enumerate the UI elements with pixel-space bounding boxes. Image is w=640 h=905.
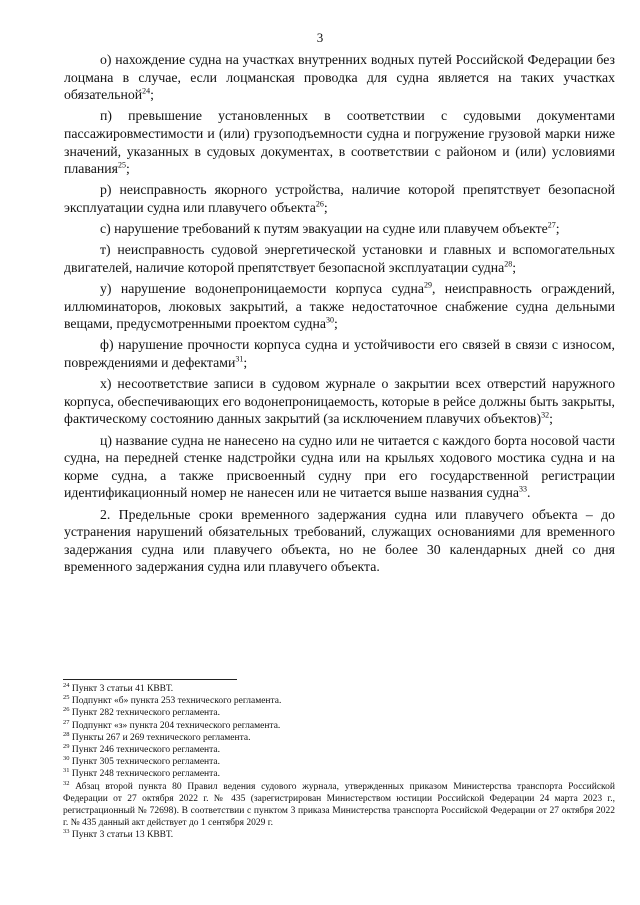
paragraph-r <box>64 181 615 216</box>
footnote-ref[interactable]: 30 <box>326 315 335 325</box>
footnote-33 <box>63 829 615 841</box>
paragraph-text: ф) нарушение прочности корпуса судна и устойчивости его связей в связи с износом, повреждениями и дефектами <box>64 337 615 371</box>
footnote-text: Пункт 246 технического регламента. <box>71 745 220 756</box>
paragraph-tail: ; <box>150 87 154 103</box>
paragraph-s <box>64 220 615 238</box>
paragraph-text: т) неисправность судовой энергетической установки и главных и вспомогательных двигателей, наличие которой препятствует безопасной эксплуатации судна <box>64 242 615 275</box>
footnote-number: 28 <box>63 730 70 738</box>
paragraph-text: с) нарушение требований к путям эвакуации на судне или плавучем объекте <box>100 221 548 237</box>
paragraph-text: ц) название судна не нанесено на судно или не читается с каждого борта носовой части судна, на передней стенке надстройки судна или на крыльях ходового мостика судна и на корме судна, а также присвоенный судну при его государственной регистрации идентификационный номер не нанесен или не читается выше названия судна <box>64 432 615 501</box>
body-text <box>64 51 615 580</box>
paragraph-kh <box>64 375 615 428</box>
paragraph-text: о) нахождение судна на участках внутренних водных путей Российской Федерации без лоцмана в случае, если лоцманская проводка для судна является на таких участках обязательной <box>64 52 615 103</box>
footnote-ref[interactable]: 27 <box>547 220 556 230</box>
paragraph-tail: ; <box>549 411 553 427</box>
footnote-text: Подпункт «б» пункта 253 технического регламента. <box>71 696 282 707</box>
paragraph-text: у) нарушение водонепроницаемости корпуса судна <box>100 281 425 297</box>
paragraph-tail: . <box>526 485 531 501</box>
paragraph-text: 2. Предельные сроки временного задержания судна или плавучего объекта – до устранения нарушений обязательных требований, служащих основаниями для временного задержания судна или плавучего объекта, но не более 30 календарных дней со дня временного задержания судна или плавучего объекта. <box>64 506 615 575</box>
footnote-31 <box>63 768 615 780</box>
footnote-text: Подпункт «з» пункта 204 технического регламента. <box>71 720 281 731</box>
footnote-number: 29 <box>63 742 70 750</box>
paragraph-text: п) превышение установленных в соответствии с судовыми документами пассажировместимости и (или) грузоподъемности судна и погружение грузовой марки ниже значений, указанных в судовых документах, в соответствии с районом и (или) условиями плавания <box>64 108 615 177</box>
paragraph-u <box>64 280 615 333</box>
footnote-text: Пункт 3 статьи 13 КВВТ. <box>71 830 174 841</box>
footnote-text: Абзац второй пункта 80 Правил ведения судового журнала, утвержденных приказом Министерства транспорта Российской Федерации от 27 октября 2022 г. № 435 (зарегистрирован Министерством юстиции Российской Федерации 24 марта 2023 г., регистрационный № 72698). В соответствии с пунктом 3 приказа Министерства транспорта Российской Федерации от 27 октября 2022 г. № 435 данный акт действует до 1 сентября 2029 г. <box>63 781 616 829</box>
footnote-29 <box>63 744 615 756</box>
footnote-ref[interactable]: 25 <box>117 160 126 170</box>
footnote-number: 32 <box>63 779 70 787</box>
paragraph-tail: ; <box>555 221 560 237</box>
page-number: 3 <box>316 30 324 45</box>
paragraph-text: р) неисправность якорного устройства, наличие которой препятствует безопасной эксплуатации судна или плавучего объекта <box>64 182 615 215</box>
footnote-text: Пункт 3 статьи 41 КВВТ. <box>71 684 174 694</box>
footnote-text: Пункты 267 и 269 технического регламента. <box>71 732 251 743</box>
paragraph-f <box>64 336 615 371</box>
footnote-30 <box>63 756 615 768</box>
paragraph-p <box>64 107 615 177</box>
footnote-28 <box>63 732 615 744</box>
footnote-24 <box>63 683 615 695</box>
footnote-number: 31 <box>63 767 70 775</box>
footnote-ref[interactable]: 31 <box>235 354 244 364</box>
paragraph-tail: , неисправность ограждений, иллюминаторов, люковых закрытий, а также недостаточное снабжение судна дельными вещами, предусмотренными проектом судна <box>64 281 615 332</box>
footnote-divider <box>63 679 237 680</box>
footnote-text: Пункт 282 технического регламента. <box>71 708 220 719</box>
footnote-text: Пункт 248 технического регламента. <box>71 769 220 780</box>
footnote-number: 24 <box>63 681 70 689</box>
footnote-ref[interactable]: 32 <box>541 410 550 420</box>
footnotes <box>63 683 615 842</box>
footnote-ref[interactable]: 28 <box>504 259 513 269</box>
footnote-27 <box>63 720 615 732</box>
paragraph-text: х) несоответствие записи в судовом журнале о закрытии всех отверстий наружного корпуса, обеспечивающих его водонепроницаемость, которые в рейсе должны быть закрыты, фактическому состоянию данных закрытий (за исключением плавучих объектов) <box>64 376 615 427</box>
footnote-ref[interactable]: 29 <box>424 280 433 290</box>
paragraph-ts <box>64 432 615 502</box>
paragraph-o <box>64 51 615 104</box>
paragraph-tail: ; <box>243 355 248 371</box>
footnote-26 <box>63 707 615 719</box>
paragraph-tail: ; <box>323 199 328 215</box>
footnote-number: 33 <box>63 828 70 836</box>
footnote-number: 26 <box>63 706 70 714</box>
footnote-ref[interactable]: 33 <box>518 484 527 494</box>
footnote-number: 27 <box>63 718 70 726</box>
paragraph-2 <box>64 506 615 576</box>
footnote-number: 25 <box>63 694 70 702</box>
footnote-25 <box>63 695 615 707</box>
paragraph-tail: ; <box>334 316 338 332</box>
footnote-text: Пункт 305 технического регламента. <box>71 757 220 768</box>
paragraph-tail: ; <box>512 259 517 275</box>
paragraph-t <box>64 241 615 276</box>
footnote-number: 30 <box>63 755 70 763</box>
footnote-ref[interactable]: 24 <box>142 86 151 96</box>
paragraph-tail: ; <box>125 161 130 177</box>
footnote-ref[interactable]: 26 <box>315 199 324 209</box>
footnote-32 <box>63 781 615 830</box>
